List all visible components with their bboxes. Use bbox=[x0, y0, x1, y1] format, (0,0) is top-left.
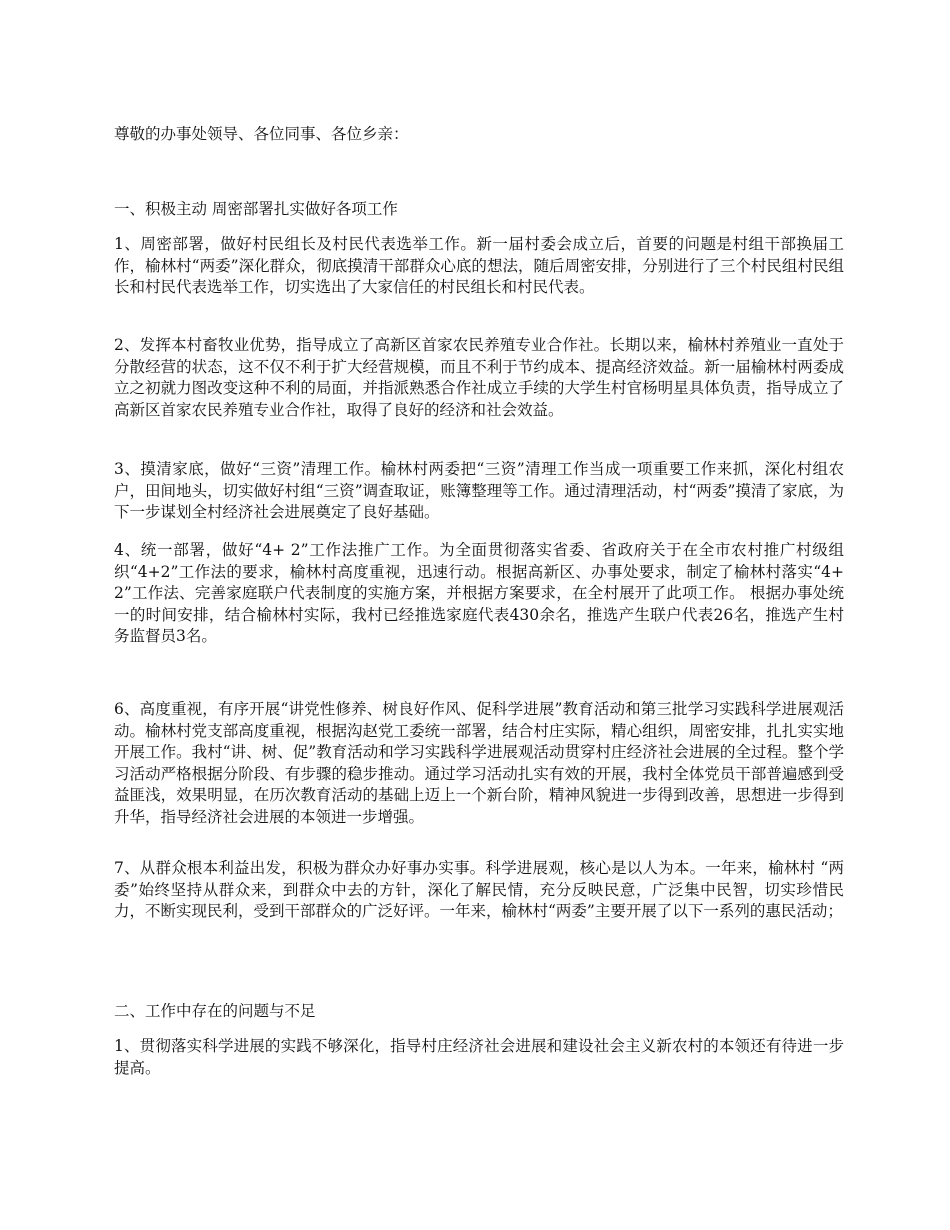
paragraph-problem-1: 1、贯彻落实科学进展的实践不够深化，指导村庄经济社会进展和建设社会主义新农村的本领还有待进一步提高。 bbox=[114, 1037, 844, 1077]
section-heading-1: 一、积极主动 周密部署扎实做好各项工作 bbox=[114, 200, 398, 218]
greeting: 尊敬的办事处领导、各位同事、各位乡亲： bbox=[114, 125, 409, 143]
paragraph-item-7: 7、从群众根本利益出发，积极为群众办好事办实事。科学进展观，核心是以人为本。一年来，榆林村 “两委”始终坚持从群众来，到群众中去的方针，深化了解民情，充分反映民意，广泛集中民智，切实珍惜民力，不断实现民利，受到干部群众的广泛好评。一年来，榆林村“两委”主要开展了以下一系列的惠民活动； bbox=[114, 859, 844, 920]
paragraph-item-1: 1、周密部署，做好村民组长及村民代表选举工作。新一届村委会成立后，首要的问题是村组干部换届工作，榆林村“两委”深化群众，彻底摸清干部群众心底的想法，随后周密安排，分别进行了三个村民组村民组长和村民代表选举工作，切实选出了大家信任的村民组长和村民代表。 bbox=[114, 235, 844, 296]
document-page bbox=[114, 0, 844, 1230]
paragraph-item-3: 3、摸清家底，做好“三资”清理工作。榆林村两委把“三资”清理工作当成一项重要工作来抓，深化村组农户，田间地头，切实做好村组“三资”调查取证，账簿整理等工作。通过清理活动，村“两委”摸清了家底，为下一步谋划全村经济社会进展奠定了良好基础。 bbox=[114, 460, 844, 521]
section-heading-2: 二、工作中存在的问题与不足 bbox=[114, 1002, 316, 1020]
paragraph-item-4: 4、统一部署，做好“4+ 2”工作法推广工作。为全面贯彻落实省委、省政府关于在全市农村推广村级组织“4+2”工作法的要求，榆林村高度重视，迅速行动。根据高新区、办事处要求，制定了榆林村落实“4+2”工作法、完善家庭联户代表制度的实施方案，并根据方案要求，在全村展开了此项工作。 根据办事处统一的时间安排，结合榆林村实际，我村已经推选家庭代表430余名，推选产生联户代表26名，推选产生村务监督员3名。 bbox=[114, 541, 844, 645]
paragraph-item-6: 6、高度重视，有序开展“讲党性修养、树良好作风、促科学进展”教育活动和第三批学习实践科学进展观活动。榆林村党支部高度重视，根据沟赵党工委统一部署，结合村庄实际，精心组织，周密安排，扎扎实实地开展工作。我村“讲、树、促”教育活动和学习实践科学进展观活动贯穿村庄经济社会进展的全过程。整个学习活动严格根据分阶段、有步骤的稳步推动。通过学习活动扎实有效的开展，我村全体党员干部普遍感到受益匪浅，效果明显，在历次教育活动的基础上迈上一个新台阶，精神风貌进一步得到改善，思想进一步得到升华，指导经济社会进展的本领进一步增强。 bbox=[114, 700, 844, 826]
paragraph-item-2: 2、发挥本村畜牧业优势，指导成立了高新区首家农民养殖专业合作社。长期以来，榆林村养殖业一直处于分散经营的状态，这不仅不利于扩大经营规模，而且不利于节约成本、提高经济效益。新一届榆林村两委成立之初就力图改变这种不利的局面，并指派熟悉合作社成立手续的大学生村官杨明星具体负责，指导成立了高新区首家农民养殖专业合作社，取得了良好的经济和社会效益。 bbox=[114, 336, 844, 419]
